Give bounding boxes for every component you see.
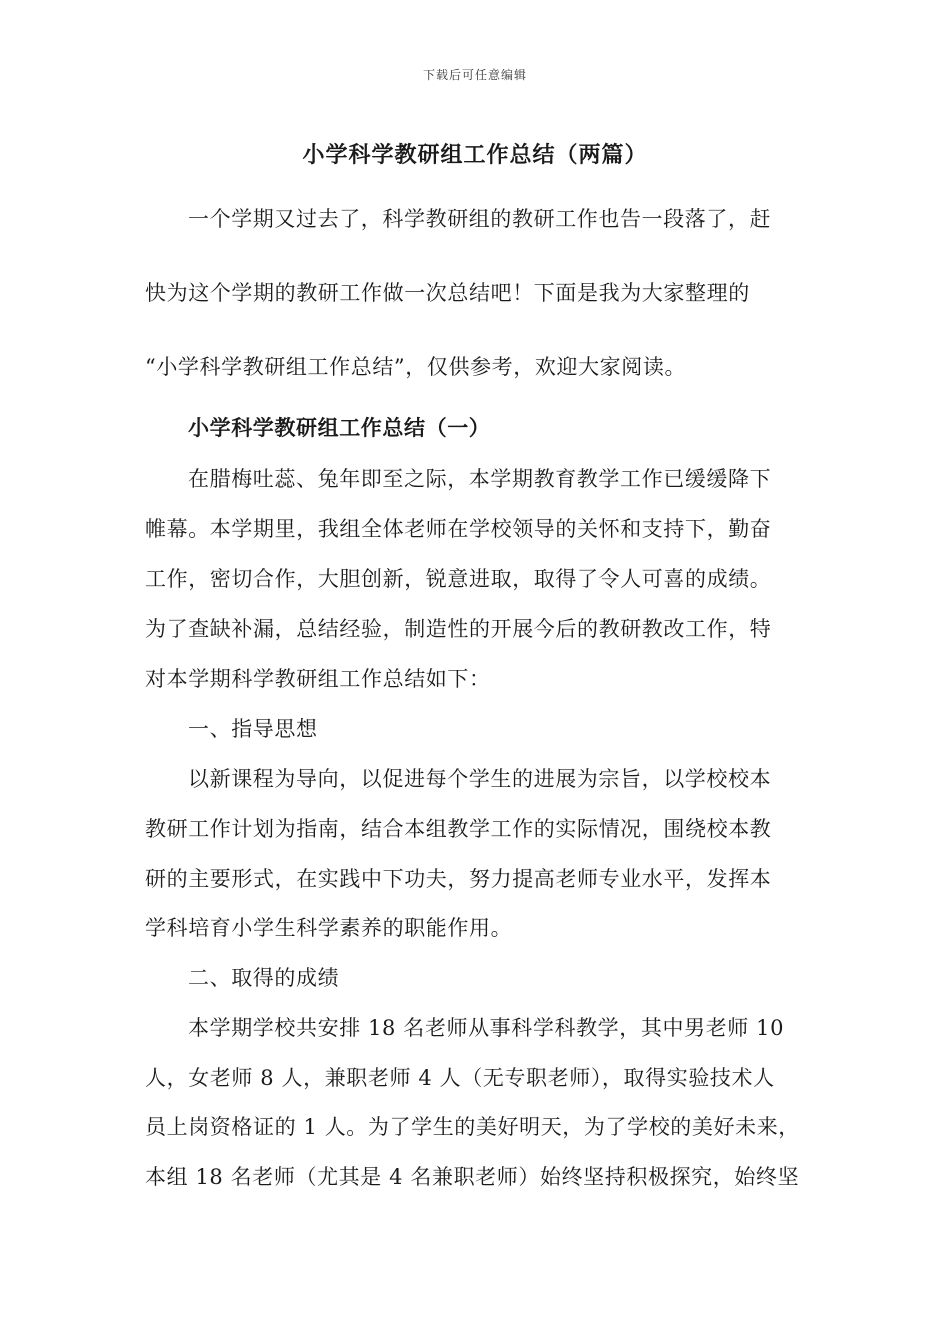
paragraph-line: 人，女老师 8 人，兼职老师 4 人（无专职老师），取得实验技术人 [145, 1066, 775, 1090]
paragraph-line: 以新课程为导向，以促进每个学生的进展为宗旨，以学校校本 [188, 767, 772, 791]
paragraph-line: 本组 18 名老师（尤其是 4 名兼职老师）始终坚持积极探究，始终坚 [145, 1165, 800, 1189]
paragraph-line: 教研工作计划为指南，结合本组教学工作的实际情况，围绕校本教 [145, 817, 772, 841]
header-note: 下载后可任意编辑 [422, 68, 527, 82]
paragraph-line: 帷幕。本学期里，我组全体老师在学校领导的关怀和支持下，勤奋 [145, 517, 772, 541]
section-heading: 二、取得的成绩 [188, 966, 340, 990]
paragraph-line: 员上岗资格证的 1 人。为了学生的美好明天，为了学校的美好未来， [145, 1115, 800, 1139]
section-heading: 小学科学教研组工作总结（一） [188, 415, 491, 440]
paragraph-line: 研的主要形式，在实践中下功夫，努力提高老师专业水平，发挥本 [145, 867, 772, 891]
paragraph-line: 在腊梅吐蕊、兔年即至之际，本学期教育教学工作已缓缓降下 [188, 467, 772, 491]
paragraph-line: 学科培育小学生科学素养的职能作用。 [145, 916, 513, 940]
paragraph-line: 快为这个学期的教研工作做一次总结吧！下面是我为大家整理的 [145, 281, 750, 305]
paragraph-line: 对本学期科学教研组工作总结如下： [145, 667, 491, 691]
paragraph-line: 为了查缺补漏，总结经验，制造性的开展今后的教研教改工作，特 [145, 617, 772, 641]
paragraph-line: “小学科学教研组工作总结”，仅供参考，欢迎大家阅读。 [145, 355, 687, 379]
paragraph-line: 本学期学校共安排 18 名老师从事科学科教学，其中男老师 10 [188, 1016, 785, 1040]
paragraph-line: 工作，密切合作，大胆创新，锐意进取，取得了令人可喜的成绩。 [145, 567, 772, 591]
document-title: 小学科学教研组工作总结（两篇） [302, 142, 648, 168]
paragraph-line: 一个学期又过去了，科学教研组的教研工作也告一段落了，赶 [188, 207, 772, 231]
section-heading: 一、指导思想 [188, 717, 318, 741]
